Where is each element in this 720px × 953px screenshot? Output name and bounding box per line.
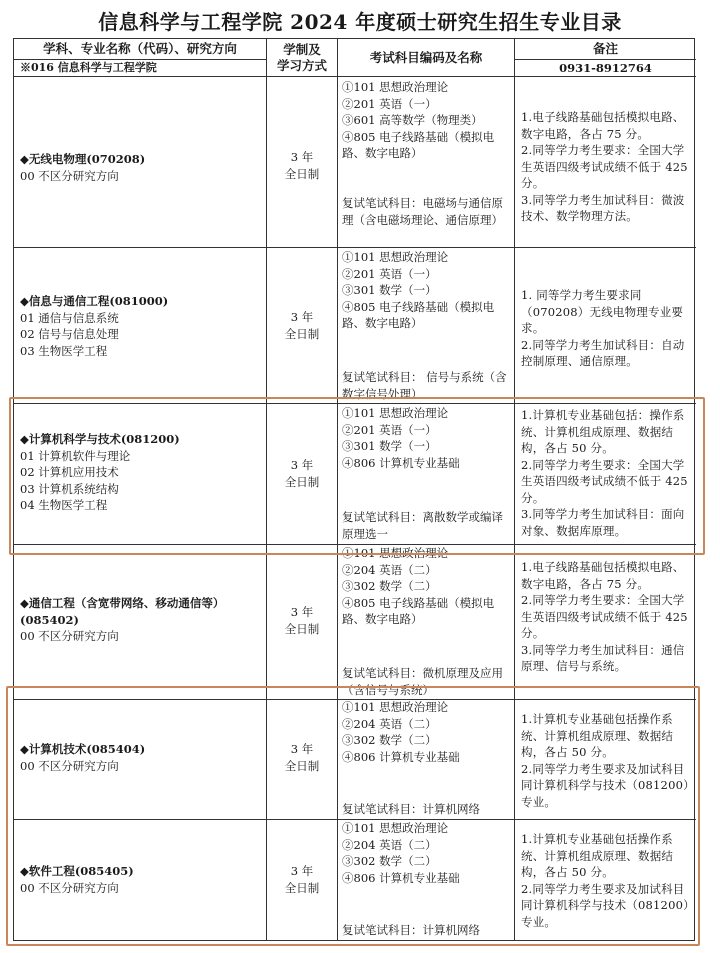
header-col-major: 学科、专业名称（代码）、研究方向 (43, 41, 237, 56)
duration-years: 3 年 (290, 864, 314, 878)
note-item: 2.同等学力考生要求及加试科目同计算机科学与技术（081200）专业。 (521, 881, 690, 929)
retest-subject: 复试笔试科目：电磁场与通信原理（含电磁场理论、通信原理） (342, 196, 503, 227)
major-name: ◆计算机科学与技术(081200) (20, 432, 180, 446)
note-item: 1.电子线路基础包括模拟电路、数字电路，各占 75 分。 (521, 110, 685, 141)
retest-subject: 复试笔试科目：计算机网络 (342, 923, 480, 937)
note-item: 3.同等学力考生加试科目：通信原理、信号与系统。 (521, 642, 685, 673)
subject-item: ②201 英语（一） (342, 96, 437, 111)
subject-item: ②204 英语（二） (342, 562, 437, 577)
notes-cell (521, 559, 691, 675)
college-phone: 0931-8912764 (559, 61, 652, 75)
study-mode: 全日制 (284, 758, 320, 773)
subject-item: ④805 电子线路基础（模拟电路、数字电路） (342, 299, 495, 330)
exam-subjects (342, 699, 512, 765)
exam-subjects (342, 249, 512, 332)
research-direction: 04 生物医学工程 (20, 498, 108, 512)
subject-item: ③301 数学（一） (342, 439, 437, 453)
retest-subject: 复试笔试科目：计算机网络 (342, 802, 480, 816)
program-row (20, 595, 264, 645)
study-duration (267, 149, 337, 182)
research-direction: 02 信号与信息处理 (20, 327, 119, 341)
study-duration (267, 309, 337, 342)
program-row (20, 741, 264, 774)
exam-subjects (342, 820, 512, 886)
study-duration (267, 741, 337, 774)
notes-cell (521, 831, 691, 930)
notes-cell (521, 407, 691, 539)
retest-subject: 复试笔试科目： 信号与系统（含数字信号处理） (342, 370, 507, 401)
subject-item: ①101 思想政治理论 (342, 546, 449, 560)
major-name: ◆计算机技术(085404) (20, 742, 146, 756)
duration-years: 3 年 (290, 605, 314, 619)
research-direction: 03 计算机系统结构 (20, 481, 119, 496)
subject-item: ④806 计算机专业基础 (342, 870, 460, 885)
duration-years: 3 年 (290, 150, 314, 164)
subject-item: ③301 数学（一） (342, 283, 437, 297)
note-item: 1.计算机专业基础包括操作系统、计算机组成原理、数据结构，各占 50 分。 (521, 712, 674, 759)
exam-subjects (342, 405, 512, 471)
study-mode: 全日制 (284, 474, 320, 489)
subject-item: ①101 思想政治理论 (342, 406, 449, 420)
subject-item: ①101 思想政治理论 (342, 80, 449, 94)
note-item: 2.同等学力考生要求及加试科目同计算机科学与技术（081200）专业。 (521, 761, 690, 809)
study-mode: 全日制 (284, 326, 320, 341)
subject-item: ④806 计算机专业基础 (342, 749, 460, 764)
notes-cell (521, 711, 691, 810)
header-col-subjects: 考试科目编码及名称 (369, 50, 483, 65)
header-col-duration-1: 学制及 (283, 42, 321, 57)
note-item: 2.同等学力考生要求：全国大学生英语四级考试成绩不低于 425 分。 (521, 143, 688, 190)
subject-item: ③302 数学（二） (342, 579, 437, 593)
research-direction: 00 不区分研究方向 (20, 880, 119, 895)
research-direction: 00 不区分研究方向 (20, 168, 119, 183)
note-item: 1.电子线路基础包括模拟电路、数字电路，各占 75 分。 (521, 560, 685, 591)
header-col-duration-2: 学习方式 (276, 58, 327, 73)
research-direction: 03 生物医学工程 (20, 343, 108, 358)
duration-years: 3 年 (290, 742, 314, 756)
major-name: ◆软件工程(085405) (20, 864, 134, 878)
subject-item: ②201 英语（一） (342, 422, 437, 437)
col-divider (514, 39, 515, 940)
col-divider (337, 39, 338, 940)
study-duration (267, 863, 337, 896)
retest-subject: 复试笔试科目：微机原理及应用（含信号与系统） (342, 666, 503, 697)
subject-item: ①101 思想政治理论 (342, 821, 449, 835)
retest-subject: 复试笔试科目：离散数学或编译原理选一 (342, 510, 503, 541)
subject-item: ①101 思想政治理论 (342, 700, 449, 714)
subject-item: ②201 英语（一） (342, 266, 437, 281)
subject-item: ③302 数学（二） (342, 733, 437, 747)
subject-item: ①101 思想政治理论 (342, 250, 449, 264)
note-item: 3.同等学力考生加试科目：面向对象、数据库原理。 (521, 507, 685, 538)
major-name: ◆无线电物理(070208) (20, 152, 146, 166)
note-item: 2.同等学力考生加试科目：自动控制原理、通信原理。 (521, 337, 685, 368)
research-direction: 01 通信与信息系统 (20, 310, 119, 325)
note-item: 2.同等学力考生要求：全国大学生英语四级考试成绩不低于 425 分。 (521, 457, 688, 505)
page-title: 信息科学与工程学院 2024 年度硕士研究生招生专业目录 (98, 10, 622, 34)
study-duration (267, 457, 337, 490)
exam-subjects (342, 79, 512, 162)
note-item: 2.同等学力考生要求：全国大学生英语四级考试成绩不低于 425 分。 (521, 593, 688, 640)
subject-item: ④806 计算机专业基础 (342, 455, 460, 470)
program-row (20, 151, 264, 184)
subject-item: ②204 英语（二） (342, 716, 437, 731)
study-mode: 全日制 (284, 166, 320, 181)
program-row (20, 863, 264, 896)
notes-cell (521, 287, 691, 370)
research-direction: 00 不区分研究方向 (20, 758, 119, 773)
program-table (13, 38, 695, 941)
duration-years: 3 年 (290, 458, 314, 472)
subject-item: ②204 英语（二） (342, 837, 437, 852)
major-name: ◆通信工程（含宽带网络、移动通信等）(085402) (20, 596, 225, 627)
exam-subjects (342, 545, 512, 628)
study-mode: 全日制 (284, 880, 320, 895)
duration-years: 3 年 (290, 310, 314, 324)
row-divider (14, 247, 696, 248)
header-col-notes: 备注 (592, 41, 618, 56)
research-direction: 02 计算机应用技术 (20, 465, 119, 479)
study-duration (267, 604, 337, 637)
notes-cell (521, 109, 691, 225)
study-mode: 全日制 (284, 621, 320, 636)
note-item: 3.同等学力考生加试科目：微波技术、数学物理方法。 (521, 192, 685, 223)
row-divider (14, 403, 696, 404)
subject-item: ④805 电子线路基础（模拟电路、数字电路） (342, 129, 495, 160)
subject-item: ③302 数学（二） (342, 854, 437, 868)
note-item: 1.计算机专业基础包括操作系统、计算机组成原理、数据结构，各占 50 分。 (521, 832, 674, 879)
major-name: ◆信息与通信工程(081000) (20, 294, 169, 308)
college-label: ※016 信息科学与工程学院 (20, 61, 157, 74)
subject-item: ③601 高等数学（物理类） (342, 113, 483, 127)
research-direction: 00 不区分研究方向 (20, 629, 119, 643)
program-row (20, 293, 264, 359)
note-item: 1.计算机专业基础包括：操作系统、计算机组成原理、数据结构，各占 50 分。 (521, 408, 685, 455)
subject-item: ④805 电子线路基础（模拟电路、数字电路） (342, 595, 495, 626)
note-item: 1. 同等学力考生要求同（070208）无线电物理专业要求。 (521, 288, 684, 335)
program-row (20, 431, 264, 514)
research-direction: 01 计算机软件与理论 (20, 448, 131, 463)
